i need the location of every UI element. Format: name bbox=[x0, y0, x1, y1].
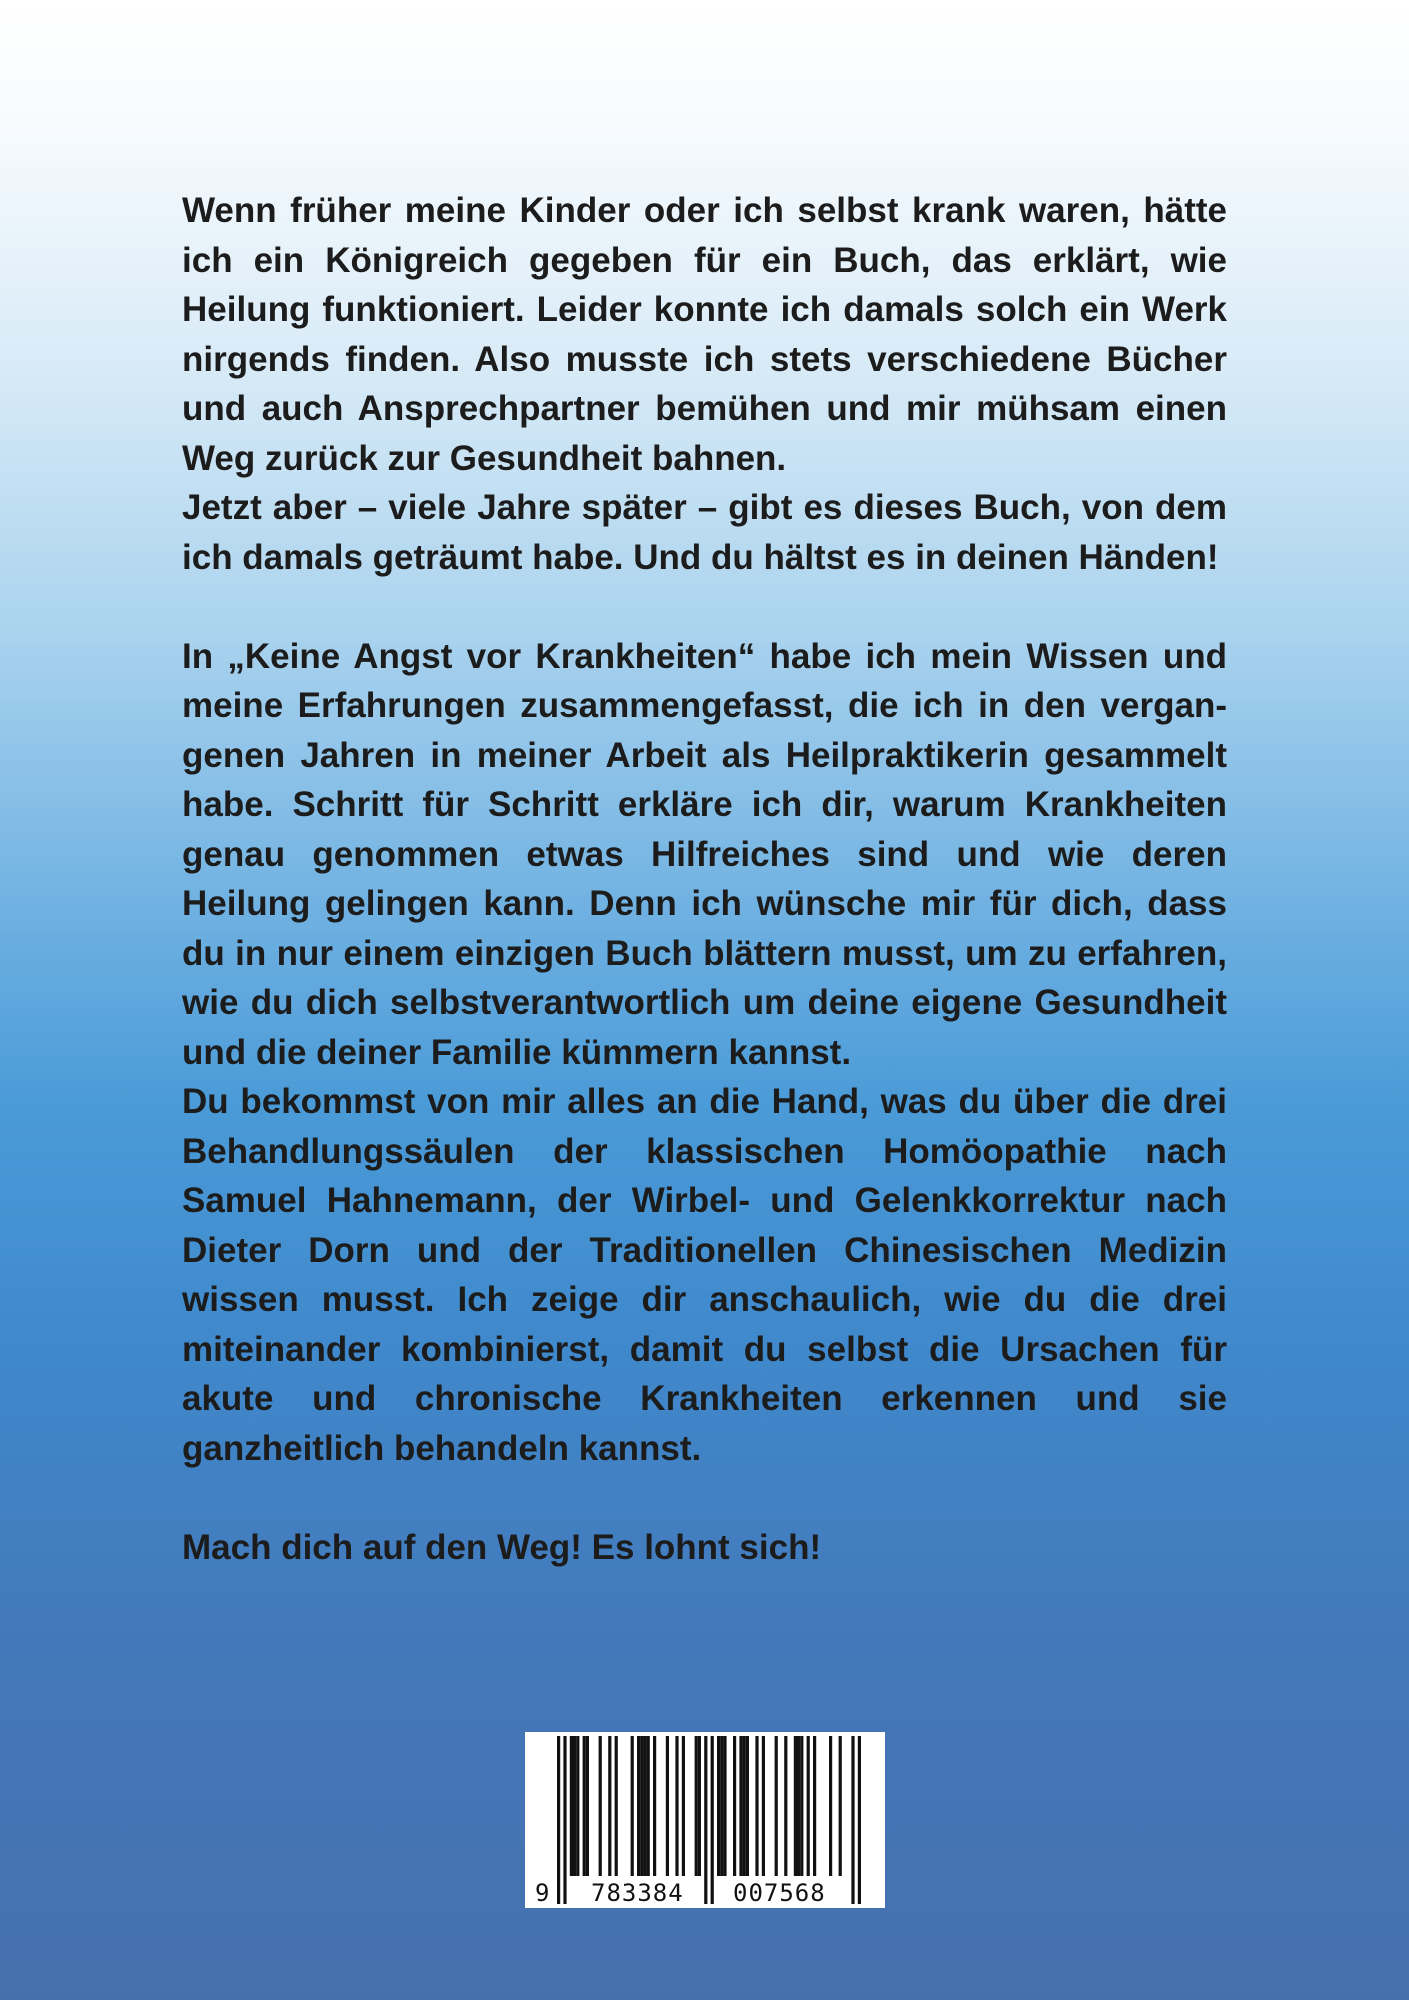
barcode-digits-left: 783384 bbox=[591, 1879, 684, 1907]
barcode-bar bbox=[743, 1736, 746, 1876]
blurb-text bbox=[182, 186, 1227, 1572]
barcode-bar bbox=[797, 1736, 800, 1876]
barcode-bar bbox=[839, 1736, 842, 1876]
barcode-bar bbox=[755, 1736, 758, 1876]
barcode-bar bbox=[631, 1736, 634, 1876]
barcode-bar bbox=[775, 1736, 778, 1876]
barcode-bar bbox=[717, 1736, 720, 1876]
barcode-bar bbox=[695, 1736, 698, 1876]
barcode-bar bbox=[829, 1736, 832, 1876]
barcode-bar bbox=[647, 1736, 650, 1876]
blurb-paragraph-1: Wenn früher meine Kinder oder ich selbst krank waren, hätte ich ein Königreich gegeben für ein Buch, das erklärt, wie Heilung funktioniert. Leider konnte ich damals solch ein Werk nirgends finden. Also musste ich stets verschiedene Bücher und auch Ansprechpartner bemühen und mir mühsam einen Weg zurück zur Gesundheit bahnen. bbox=[182, 191, 1227, 478]
barcode-bar bbox=[733, 1736, 736, 1876]
barcode-bar bbox=[784, 1736, 787, 1876]
barcode-bar bbox=[762, 1736, 765, 1876]
barcode-bar bbox=[653, 1736, 656, 1876]
barcode-bars bbox=[525, 1732, 885, 1908]
barcode-bar bbox=[711, 1736, 714, 1904]
barcode-bar bbox=[643, 1736, 646, 1876]
barcode-bar bbox=[557, 1736, 560, 1904]
barcode-bar bbox=[720, 1736, 723, 1876]
barcode-bar bbox=[576, 1736, 579, 1876]
barcode-bar bbox=[570, 1736, 573, 1876]
barcode-bar bbox=[640, 1736, 643, 1876]
barcode-bar bbox=[615, 1736, 618, 1876]
barcode-bar bbox=[746, 1736, 749, 1876]
barcode-bar bbox=[608, 1736, 611, 1876]
barcode-bar bbox=[813, 1736, 816, 1876]
blurb-paragraph-3: In „Keine Angst vor Krankheiten“ habe ich mein Wissen und meine Erfahrungen zusammengefasst, die ich in den vergangenen Jahren in meiner Arbeit als Heilpraktikerin gesammelt habe. Schritt für Schritt erkläre ich dir, warum Krankheiten genau genommen etwas Hilfreiches sind und wie deren Heilung gelingen kann. Denn ich wünsche mir für dich, dass du in nur einem einzigen Buch blättern musst, um zu erfahren, wie du dich selbstverantwortlich um deine eigene Gesundheit und die deiner Familie kümmern kannst. bbox=[182, 636, 1227, 1072]
barcode-bar bbox=[583, 1736, 586, 1876]
blurb-paragraph-2: Jetzt aber – viele Jahre später – gibt es dieses Buch, von dem ich damals geträumt habe. Und du hältst es in deinen Händen! bbox=[182, 488, 1227, 577]
barcode-bar bbox=[851, 1736, 854, 1904]
barcode-digits-right: 007568 bbox=[733, 1879, 826, 1907]
barcode-digit-first: 9 bbox=[535, 1879, 551, 1907]
barcode-bar bbox=[682, 1736, 685, 1876]
barcode-bar bbox=[800, 1736, 803, 1876]
barcode-bar bbox=[666, 1736, 669, 1876]
barcode-bar bbox=[586, 1736, 589, 1876]
barcode-bar bbox=[637, 1736, 640, 1876]
barcode-bar bbox=[563, 1736, 566, 1904]
barcode-bar bbox=[858, 1736, 861, 1904]
barcode-bar bbox=[704, 1736, 707, 1904]
blurb-paragraph-4: Du bekommst von mir alles an die Hand, was du über die drei Behandlungssäulen der klassischen Homöopathie nach Samuel Hahnemann, der Wirbel- und Gelenkkorrektur nach Dieter Dorn und der Traditionellen Chinesischen Medizin wissen musst. Ich zeige dir anschaulich, wie du die drei miteinander kombinierst, damit du selbst die Ursachen für akute und chronische Krankheiten erkennen und sie ganzheitlich behandeln kannst. bbox=[182, 1082, 1227, 1468]
isbn-barcode bbox=[525, 1732, 885, 1908]
barcode-bar bbox=[573, 1736, 576, 1876]
barcode-bar bbox=[698, 1736, 701, 1876]
barcode-bar bbox=[599, 1736, 602, 1876]
barcode-bar bbox=[794, 1736, 797, 1876]
barcode-bar bbox=[723, 1736, 726, 1876]
barcode-bar bbox=[807, 1736, 810, 1876]
barcode-bar bbox=[739, 1736, 742, 1876]
blurb-closing-line: Mach dich auf den Weg! Es lohnt sich! bbox=[182, 1527, 822, 1567]
barcode-bar bbox=[675, 1736, 678, 1876]
